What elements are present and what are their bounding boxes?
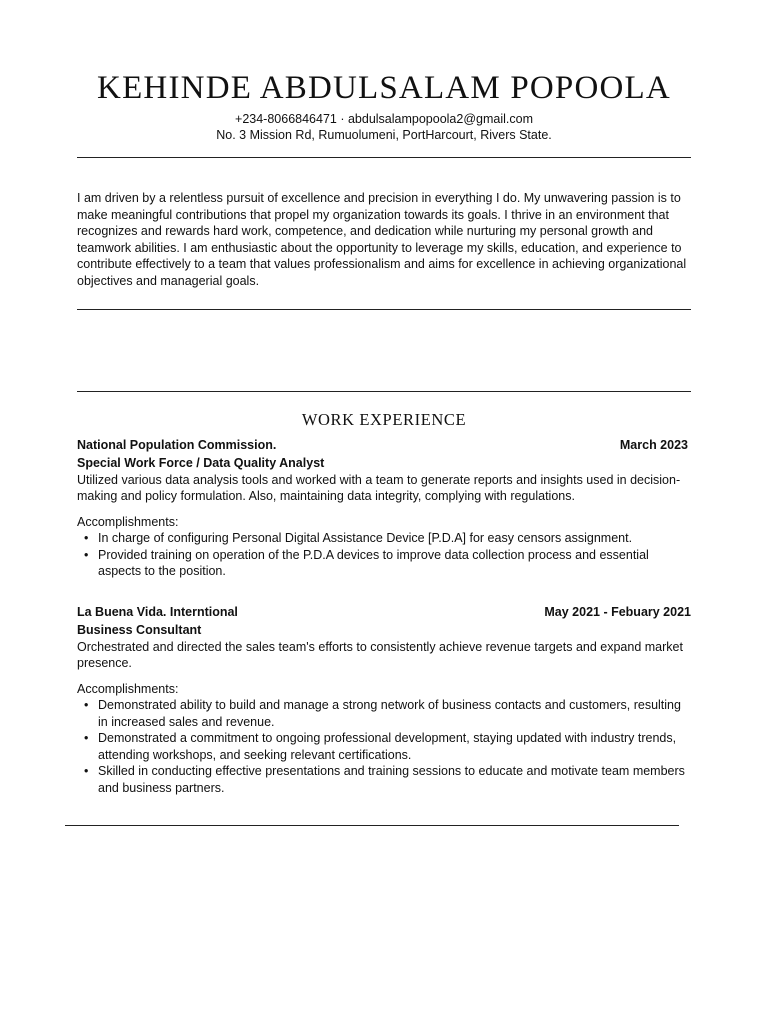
accomplishment-item (77, 763, 691, 796)
accomplishment-text: Skilled in conducting effective presentations and training sessions to educate and motivate team members and business partners. (98, 764, 685, 795)
divider-summary (77, 309, 691, 310)
job-entry (77, 605, 691, 796)
accomplishment-text: In charge of configuring Personal Digital Assistance Device [P.D.A] for easy censors assignment. (98, 531, 633, 545)
job-role: Special Work Force / Data Quality Analyst (77, 456, 325, 470)
divider-footer (65, 825, 679, 826)
accomplishments-list (77, 530, 691, 580)
job-role: Business Consultant (77, 623, 202, 637)
accomplishment-text: Demonstrated ability to build and manage a strong network of business contacts and customers, resulting in increased sales and revenue. (98, 698, 681, 729)
bullet-icon: • (84, 698, 89, 712)
accomplishments-label: Accomplishments: (77, 514, 179, 529)
accomplishment-item (77, 697, 691, 730)
job-company: National Population Commission. (77, 438, 277, 452)
accomplishment-text: Provided training on operation of the P.D.A devices to improve data collection process and essential aspects to the position. (98, 547, 649, 578)
accomplishment-item (77, 547, 691, 580)
divider-header (77, 157, 691, 158)
divider-section (77, 391, 691, 392)
candidate-name: KEHINDE ABDULSALAM POPOOLA (97, 70, 671, 106)
job-date: March 2023 (619, 438, 688, 452)
contact-address: No. 3 Mission Rd, Rumuolumeni, PortHarcourt, Rivers State. (216, 128, 552, 142)
job-description: Orchestrated and directed the sales team's efforts to consistently achieve revenue targets and expand market presence. (77, 639, 683, 670)
contact-phone-email: +234-8066846471 · abdulsalampopoola2@gmail.com (235, 112, 533, 126)
accomplishment-text: Demonstrated a commitment to ongoing professional development, staying updated with industry trends, attending workshops, and seeking relevant certifications. (98, 731, 677, 762)
job-company: La Buena Vida. Interntional (77, 605, 238, 619)
job-date: May 2021 - Febuary 2021 (544, 605, 691, 619)
bullet-icon: • (84, 731, 89, 745)
bullet-icon: • (84, 531, 89, 545)
accomplishments-list (77, 697, 691, 796)
professional-summary: I am driven by a relentless pursuit of excellence and precision in everything I do. My unwavering passion is to make meaningful contributions that propel my organization towards its goals. I thrive in an environment that recognizes and rewards hard work, competence, and dedication while nurturing my personal growth and teamwork abilities. I am enthusiastic about the opportunity to leverage my skills, education, and experience to contribute effectively to a team that values professionalism and aims for excellence in achieving organizational objectives and managerial goals. (77, 191, 687, 288)
accomplishment-item (77, 530, 691, 547)
accomplishments-label: Accomplishments: (77, 681, 179, 696)
job-entry (77, 438, 691, 580)
bullet-icon: • (84, 764, 89, 778)
accomplishment-item (77, 730, 691, 763)
bullet-icon: • (84, 547, 89, 562)
section-title-work-experience: WORK EXPERIENCE (301, 410, 467, 429)
job-description: Utilized various data analysis tools and worked with a team to generate reports and insights used in decision-making and policy formulation. Also, maintaining data integrity, complying with regulations. (77, 472, 681, 503)
